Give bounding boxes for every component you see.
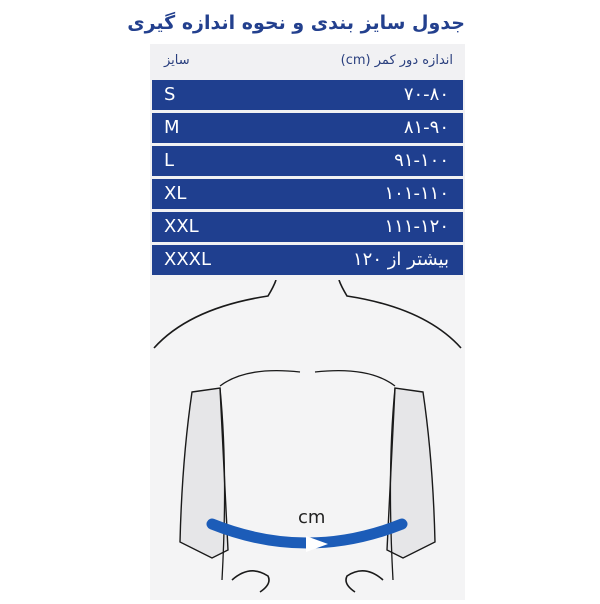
row-size: L xyxy=(164,150,175,171)
table-row xyxy=(152,212,463,242)
row-range: ۸۱-۹۰ xyxy=(403,117,449,138)
row-range: ۷۰-۸۰ xyxy=(403,84,449,105)
right-hand-line xyxy=(346,571,383,592)
size-table xyxy=(150,44,465,280)
left-hand-line xyxy=(232,571,269,592)
row-range: ۱۱۱-۱۲۰ xyxy=(384,216,449,237)
row-range: ۱۰۱-۱۱۰ xyxy=(384,183,449,204)
left-shoulder-line xyxy=(154,280,276,348)
table-row xyxy=(152,146,463,176)
measure-label: cm xyxy=(298,507,326,528)
row-size: S xyxy=(164,84,176,105)
torso-drawing xyxy=(150,280,465,600)
size-chart-card xyxy=(127,0,465,600)
row-range: بیشتر از ۱۲۰ xyxy=(352,249,449,270)
row-size: M xyxy=(164,117,180,138)
chest-line-left xyxy=(220,371,300,386)
chest-line-right xyxy=(315,371,395,386)
row-size: XXL xyxy=(164,216,199,237)
table-row xyxy=(152,245,463,275)
table-header xyxy=(150,44,465,78)
header-size: سایز xyxy=(164,53,190,68)
row-range: ۹۱-۱۰۰ xyxy=(394,150,449,171)
table-row xyxy=(152,179,463,209)
page-title: جدول سایز بندی و نحوه اندازه گیری xyxy=(127,12,465,34)
row-size: XXXL xyxy=(164,249,212,270)
header-waist: اندازه دور کمر (cm) xyxy=(340,53,453,68)
row-size: XL xyxy=(164,183,187,204)
waist-illustration xyxy=(150,280,465,600)
right-shoulder-line xyxy=(339,280,461,348)
table-row xyxy=(152,80,463,110)
table-row xyxy=(152,113,463,143)
